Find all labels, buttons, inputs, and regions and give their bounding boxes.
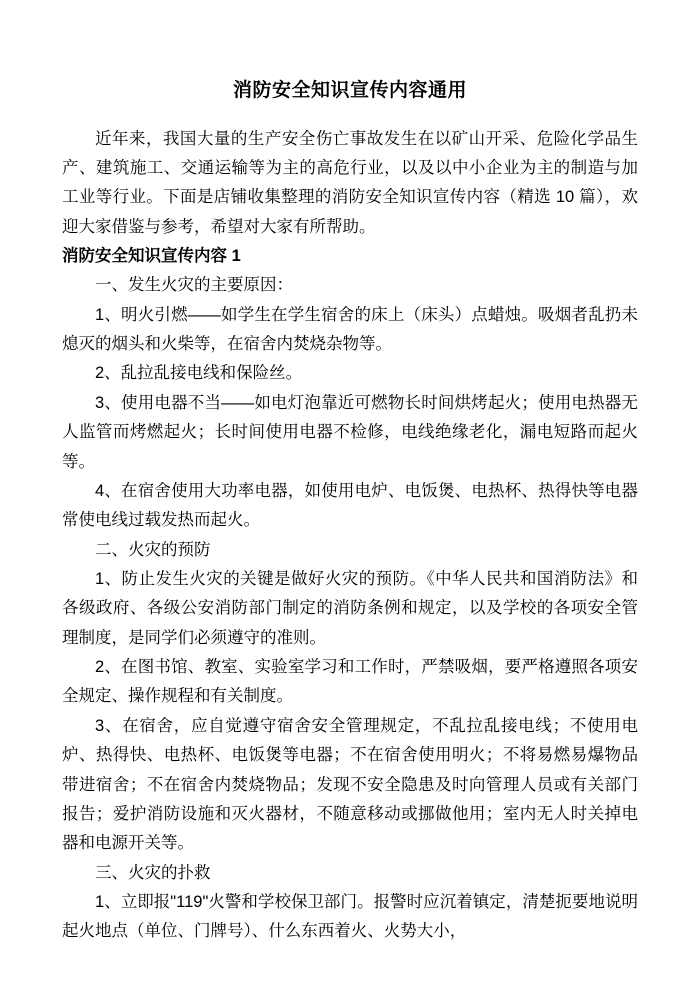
paragraph-firefighting-heading: 三、火灾的扑救 (95, 863, 211, 882)
paragraph-prevention-heading: 二、火灾的预防 (95, 540, 211, 559)
paragraph-intro: 近年来，我国大量的生产安全伤亡事故发生在以矿山开采、危险化学品生产、建筑施工、交通运输等为主的高危行业，以及以中小企业为主的制造与加工业等行业。下面是店铺收集整理的消防安全知识宣传内容（精选 10 篇），欢迎大家借鉴与参考，希望对大家有所帮助。 (62, 129, 638, 236)
section-heading-1: 消防安全知识宣传内容 1 (62, 247, 241, 266)
page-title: 消防安全知识宣传内容通用 (232, 80, 467, 101)
paragraph-causes-heading: 一、发生火灾的主要原因： (95, 276, 293, 295)
paragraph-prevention-1: 1、防止发生火灾的关键是做好火灾的预防。《中华人民共和国消防法》和各级政府、各级公安消防部门制定的消防条例和规定，以及学校的各项安全管理制度，是同学们必须遵守的准则。 (62, 569, 638, 647)
paragraph-prevention-3: 3、在宿舍，应自觉遵守宿舍安全管理规定，不乱拉乱接电线；不使用电炉、热得快、电热杯、电饭煲等电器；不在宿舍使用明火；不将易燃易爆物品带进宿舍；不在宿舍内焚烧物品；发现不安全隐患及时向管理人员或有关部门报告；爱护消防设施和灭火器材，不随意移动或挪做他用；室内无人时关掉电器和电源开关等。 (62, 716, 638, 853)
paragraph-cause-3: 3、使用电器不当——如电灯泡靠近可燃物长时间烘烤起火；使用电热器无人监管而烤燃起火；长时间使用电器不检修，电线绝缘老化，漏电短路而起火等。 (62, 393, 638, 471)
paragraph-firefighting-1: 1、立即报"119"火警和学校保卫部门。报警时应沉着镇定，清楚扼要地说明起火地点（单位、门牌号）、什么东西着火、火势大小， (62, 892, 638, 941)
paragraph-cause-4: 4、在宿舍使用大功率电器，如使用电炉、电饭煲、电热杯、热得快等电器常使电线过载发热而起火。 (62, 481, 638, 530)
paragraph-cause-2: 2、乱拉乱接电线和保险丝。 (95, 364, 303, 383)
paragraph-prevention-2: 2、在图书馆、教室、实验室学习和工作时，严禁吸烟，要严格遵照各项安全规定、操作规程和有关制度。 (62, 658, 638, 706)
paragraph-cause-1: 1、明火引燃——如学生在学生宿舍的床上（床头）点蜡烛。吸烟者乱扔未熄灭的烟头和火柴等，在宿舍内焚烧杂物等。 (62, 305, 638, 354)
document-body (62, 125, 638, 947)
